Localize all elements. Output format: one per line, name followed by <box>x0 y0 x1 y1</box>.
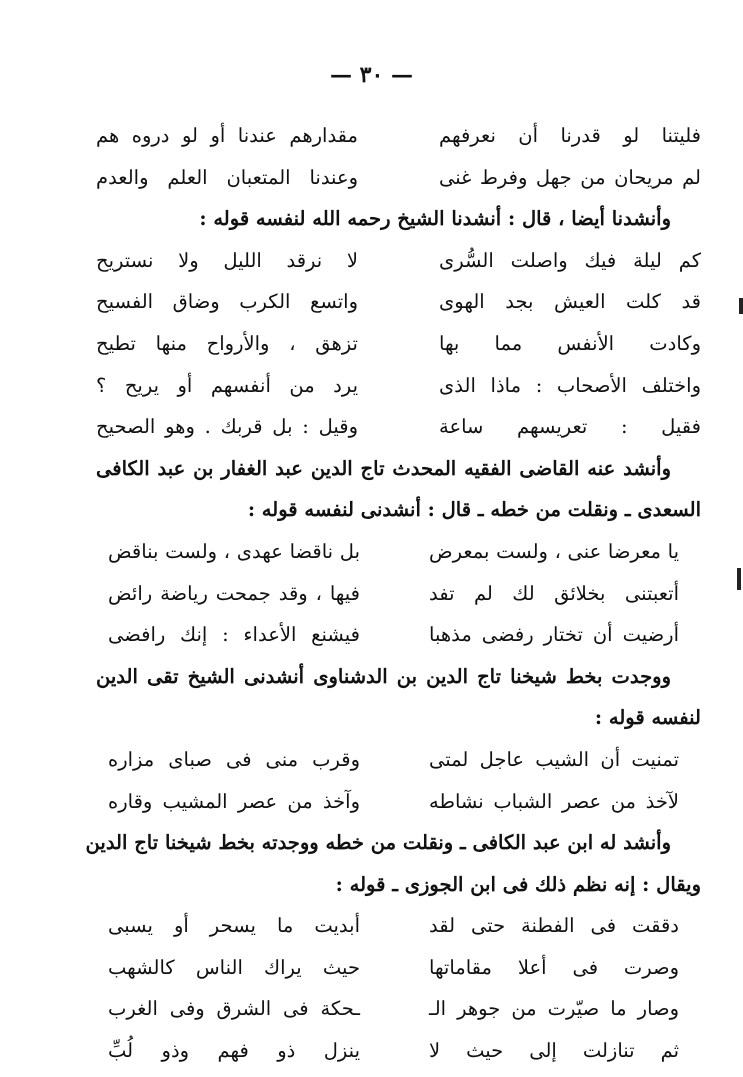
verse-line <box>96 406 701 448</box>
verse-line <box>96 614 701 656</box>
verse-second-hemistich: وعندنا المتعبان العلم والعدم <box>96 165 358 189</box>
verse-line <box>96 1030 701 1072</box>
verse-line <box>96 739 701 781</box>
verse-second-hemistich: تزهق ، والأرواح منها تطيح <box>96 331 358 355</box>
verse-first-hemistich: واختلف الأصحاب : ماذا الذى <box>439 373 701 397</box>
verse-first-hemistich: لم مريحان من جهل وفرط غنى <box>439 165 701 189</box>
verse-second-hemistich: أبديت ما يسحر أو يسبى <box>108 914 360 938</box>
prose-line: ويقال : إنه نظم ذلك فى ابن الجوزى ـ قوله : <box>335 872 701 896</box>
verse-line <box>96 781 701 823</box>
verse-second-hemistich: وقرب منى فى صباى مزاره <box>108 747 360 771</box>
verse-first-hemistich: كم ليلة فيك واصلت السُّرى <box>439 248 701 272</box>
verse-first-hemistich: أرضيت أن تختار رفضى مذهبا <box>429 623 679 647</box>
verse-line <box>96 988 701 1030</box>
verse-line <box>96 905 701 947</box>
verse-line <box>96 281 701 323</box>
scan-edge-mark <box>737 568 741 590</box>
verse-first-hemistich: أتعبتنى بخلائق لك لم تفد <box>429 581 679 605</box>
verse-line <box>96 947 701 989</box>
verse-first-hemistich: وصرت فى أعلا مقاماتها <box>429 955 679 979</box>
verse-second-hemistich: يرد من أنفسهم أو يريح ؟ <box>96 373 358 397</box>
verse-second-hemistich: واتسع الكرب وضاق الفسيح <box>96 290 358 314</box>
prose-line: ووجدت بخط شيخنا تاج الدين بن الدشناوى أنشدنى الشيخ تقى الدين <box>96 664 671 688</box>
verse-line <box>96 115 701 157</box>
verse-first-hemistich: فليتنا لو قدرنا أن نعرفهم <box>439 124 701 147</box>
prose-line: وأنشدنا أيضا ، قال : أنشدنا الشيخ رحمه الله لنفسه قوله : <box>199 207 671 231</box>
verse-first-hemistich: لآخذ من عصر الشباب نشاطه <box>429 789 679 813</box>
verse-second-hemistich: بل ناقضا عهدى ، ولست بناقض <box>108 539 360 563</box>
page-number: — ٣٠ — <box>330 62 413 88</box>
verse-second-hemistich: وقيل : بل قربك . وهو الصحيح <box>96 415 358 439</box>
verse-second-hemistich: وآخذ من عصر المشيب وقاره <box>108 789 360 813</box>
scan-edge-mark <box>739 298 743 314</box>
prose-line: وأنشد له ابن عبد الكافى ـ ونقلت من خطه ووجدته بخط شيخنا تاج الدين <box>85 831 671 855</box>
verse-first-hemistich: دققت فى الفطنة حتى لقد <box>429 914 679 938</box>
verse-first-hemistich: وكادت الأنفس مما بها <box>439 331 701 355</box>
verse-second-hemistich: حيث يراك الناس كالشهب <box>108 955 360 979</box>
verse-first-hemistich: قد كلت العيش بجد الهوى <box>439 290 701 314</box>
verse-first-hemistich: وصار ما صيّرت من جوهر الـ <box>429 997 679 1021</box>
verse-line <box>96 365 701 407</box>
verse-line <box>96 157 701 199</box>
prose-line: لنفسه قوله : <box>594 706 701 730</box>
verse-line <box>96 573 701 615</box>
prose-line: وأنشد عنه القاضى الفقيه المحدث تاج الدين عبد الغفار بن عبد الكافى <box>96 456 671 480</box>
verse-line <box>96 240 701 282</box>
verse-second-hemistich: مقدارهم عندنا أو لو دروه هم <box>96 124 358 147</box>
verse-line <box>96 531 701 573</box>
page-text <box>85 115 701 1072</box>
verse-first-hemistich: ثم تنازلت إلى حيث لا <box>429 1039 679 1063</box>
verse-second-hemistich: لا نرقد الليل ولا نستريح <box>96 248 358 272</box>
verse-first-hemistich: تمنيت أن الشيب عاجل لمتى <box>429 747 679 771</box>
verse-second-hemistich: ينزل ذو فهم وذو لُبِّ <box>108 1039 360 1063</box>
verse-first-hemistich: فقيل : تعريسهم ساعة <box>439 415 701 439</box>
verse-second-hemistich: فيشنع الأعداء : إنك رافضى <box>108 623 360 647</box>
prose-line: السعدى ـ ونقلت من خطه ـ قال : أنشدنى لنفسه قوله : <box>247 498 701 522</box>
verse-second-hemistich: فيها ، وقد جمحت رياضة رائض <box>108 581 360 605</box>
verse-second-hemistich: ـحكة فى الشرق وفى الغرب <box>108 997 360 1021</box>
verse-line <box>96 323 701 365</box>
verse-first-hemistich: يا معرضا عنى ، ولست بمعرض <box>429 539 679 563</box>
